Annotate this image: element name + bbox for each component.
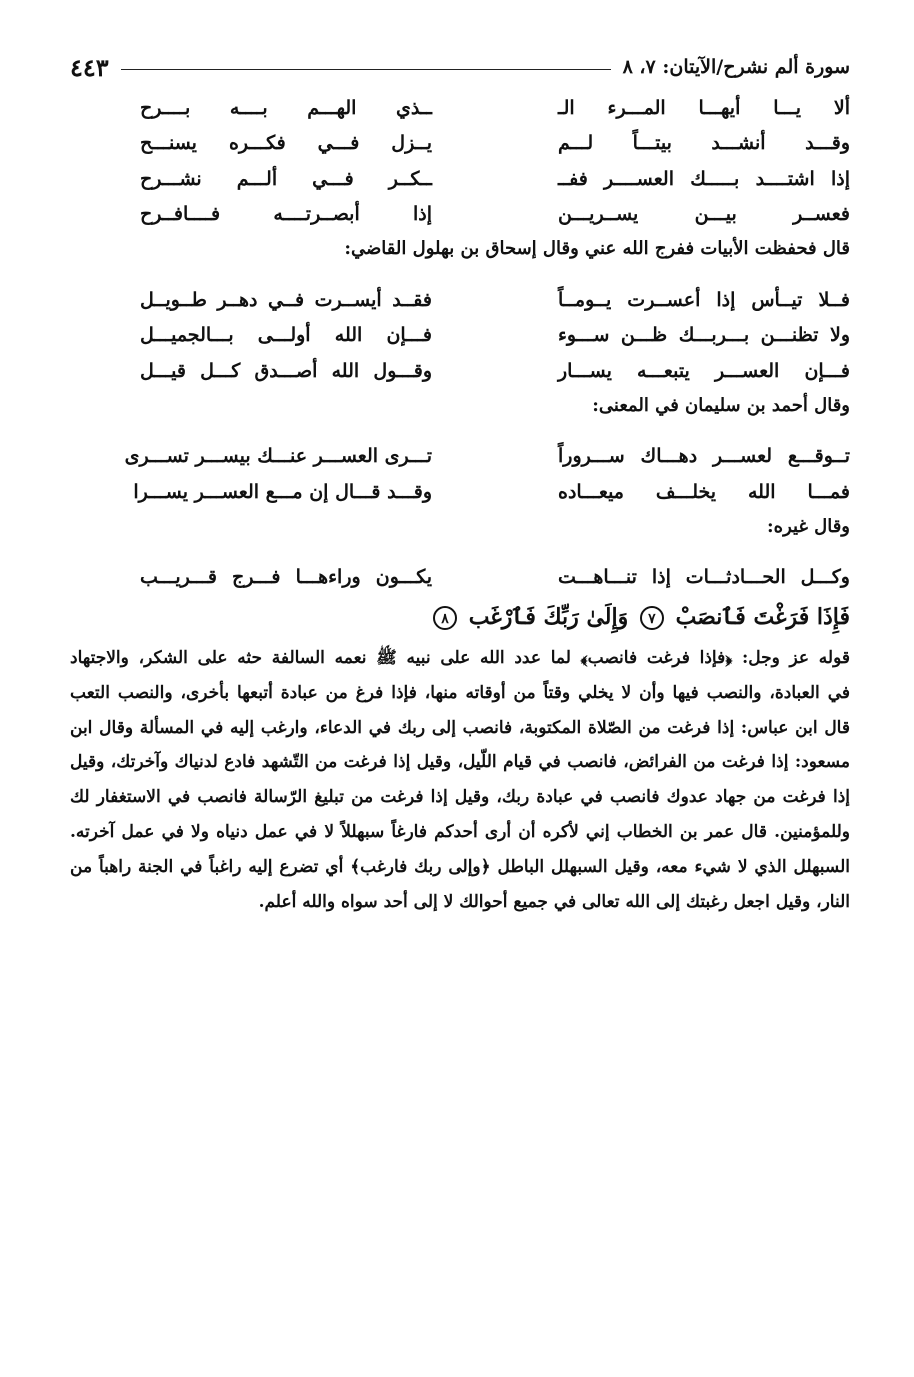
verse-first-half: فــلا تيــأس إذا أعســرت يــومــاً: [558, 288, 850, 311]
ayah-number-marker: ٨: [433, 606, 457, 630]
verse-line: [70, 197, 850, 233]
verse-first-half: وقـــد أنشـــد بيتـــاً لـــم: [558, 132, 850, 155]
commentary-line: قوله عز وجل: ﴿فإذا فرغت فانصب﴾ لما عدد الله على نبيه ﷺ نعمه السالفة حثه على الشكر، والاجتهاد: [70, 648, 850, 668]
verse-second-half: يكـــون وراءهـــا فـــرج قـــريـــب: [140, 566, 432, 589]
verse-line: [70, 90, 850, 126]
quran-verse-part-2: وَإِلَىٰ رَبِّكَ فَٱرْغَب: [468, 604, 629, 630]
verse-first-half: ولا تظنـــن بـــربـــك ظـــن ســـوء: [558, 324, 850, 347]
commentary-line: وللمؤمنين. قال عمر بن الخطاب إني لأكره أن أرى أحدكم فارغاً سبهللاً لا في عمل دنياه ولا في عمل آخرته.: [70, 821, 850, 842]
poem-block-2: [70, 282, 850, 389]
running-header: [70, 40, 850, 84]
commentary-line: السبهلل الذي لا شيء معه، وقيل السبهلل الباطل ﴿وإلى ربك فارغب﴾ أي تضرع إليه راغباً في الجنة راهباً من: [70, 856, 850, 877]
verse-line: [70, 353, 850, 389]
verse-first-half: فـــإن العســـر يتبعـــه يســـار: [558, 359, 850, 382]
verse-second-half: فـــإن الله أولـــى بـــالجميـــل: [140, 324, 432, 347]
verse-first-half: وكـــل الحـــادثـــات إذا تنـــاهـــت: [558, 566, 850, 589]
verse-second-half: ــذي الهـــم بــــه بــــرح: [140, 96, 432, 119]
verse-second-half: وقـــول الله أصـــدق كـــل قيـــل: [140, 359, 432, 382]
page-number: ٤٤٣: [70, 53, 109, 82]
commentary-line: في العبادة، والنصب فيها وأن لا يخلي وقتاً من أوقاته منها، فإذا فرغ من عبادة أتبعها بأخرى، والنصب التعب: [70, 682, 850, 703]
poem-block-1: [70, 90, 850, 232]
verse-line: [70, 474, 850, 510]
commentary-paragraph: [70, 641, 850, 919]
spacer: [70, 266, 850, 276]
verse-line: [70, 439, 850, 475]
verse-first-half: ألا يـــا أيهـــا المـــرء الـ: [558, 96, 850, 119]
spacer: [70, 544, 850, 554]
verse-line: [70, 282, 850, 318]
poem-intro: وقال غيره:: [767, 515, 850, 537]
verse-second-half: تـــرى العســـر عنـــك بيســـر تســـرى: [124, 445, 432, 468]
header-rule: [121, 69, 611, 70]
verse-line: [70, 161, 850, 197]
book-page: [70, 40, 850, 919]
quran-verse-part-1: فَإِذَا فَرَغْتَ فَٱنصَبْ: [675, 604, 850, 630]
verse-second-half: إذا أبصــرتــــه فــــافــرح: [140, 203, 432, 226]
quran-verse: [70, 597, 850, 637]
chapter-title: سورة ألم نشرح/الآيتان: ٧، ٨: [622, 56, 850, 78]
verse-first-half: إذا اشتــــد بـــــك العســــر ففــ: [558, 167, 850, 190]
poem-intro: قال فحفظت الأبيات ففرج الله عني وقال إسحاق بن بهلول القاضي:: [344, 238, 850, 259]
verse-first-half: فمـــا الله يخلـــف ميعـــاده: [558, 480, 850, 503]
verse-line: [70, 560, 850, 596]
poem-block-4: [70, 560, 850, 596]
verse-second-half: فقــد أيســرت فــي دهــر طــويــل: [140, 288, 432, 311]
poem-intro: وقال أحمد بن سليمان في المعنى:: [592, 394, 850, 416]
verse-first-half: تــوقـــع لعســـر دهـــاك ســـروراً: [558, 445, 850, 468]
verse-second-half: وقـــد قـــال إن مـــع العســـر يســـرا: [133, 480, 432, 503]
commentary-line: النار، وقيل اجعل رغبتك إلى الله تعالى في جميع أحوالك لا إلى أحد سواه والله أعلم.: [258, 891, 850, 912]
verse-second-half: ــكــر فـــي ألـــم نشـــرح: [140, 167, 432, 190]
spacer: [70, 423, 850, 433]
poem-block-3: [70, 439, 850, 510]
verse-second-half: يــزل فـــي فكـــره يسنـــح: [140, 132, 432, 155]
verse-line: [70, 126, 850, 162]
verse-first-half: فعســر بيـــن يســريـــن: [558, 203, 850, 226]
commentary-line: إذا فرغت من جهاد عدوك فانصب في عبادة ربك، وقيل إذا فرغت من تبليغ الرّسالة فانصب في الاستغفار لك: [70, 787, 850, 808]
commentary-line: مسعود: إذا فرغت من الفرائض، فانصب في قيام اللّيل، وقيل إذا فرغت من التّشهد فادع لدنياك وآخرتك، وقيل: [70, 752, 850, 773]
ayah-number-marker: ٧: [640, 606, 664, 630]
commentary-line: قال ابن عباس: إذا فرغت من الصّلاة المكتوبة، فانصب إلى ربك في الدعاء، وارغب إليه في المسألة وقال ابن: [70, 717, 850, 738]
verse-line: [70, 318, 850, 354]
